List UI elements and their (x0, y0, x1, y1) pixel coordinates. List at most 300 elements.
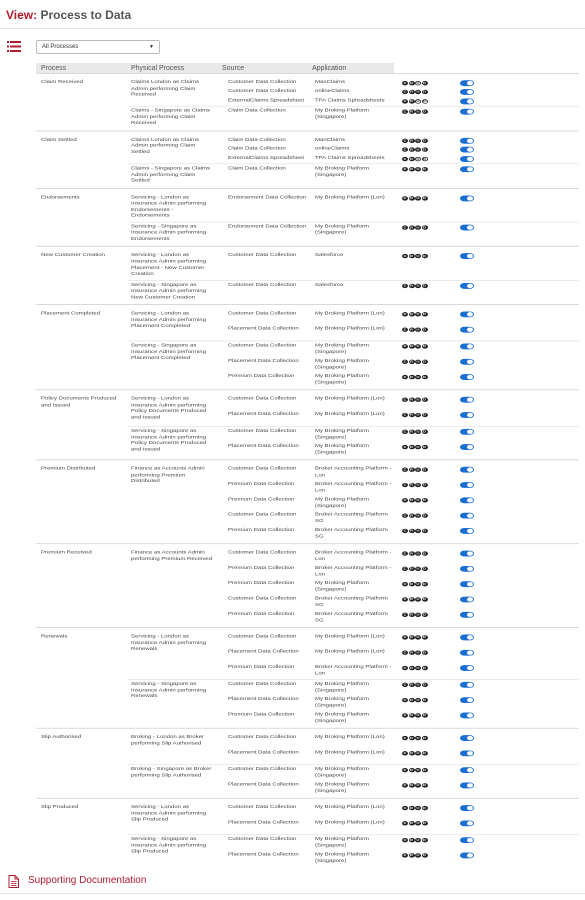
mapping-toggle[interactable] (460, 98, 474, 104)
crud-indicators (402, 359, 432, 365)
mapping-toggle[interactable] (460, 374, 474, 380)
physical-process: Claims London as Claims Admin performing Claim Received (131, 80, 200, 98)
col-application: Application (312, 65, 347, 72)
crud-indicators (402, 853, 432, 859)
crud-d-icon: D (423, 375, 426, 379)
crud-r-icon: R (410, 498, 413, 502)
crud-d-icon: D (423, 147, 426, 152)
crud-indicators (402, 109, 432, 115)
mapping-toggle[interactable] (460, 253, 474, 259)
sub-divider (128, 341, 579, 342)
source-cell: Claim Data Collection (228, 137, 286, 143)
crud-indicators (402, 429, 432, 435)
mapping-toggle[interactable] (460, 412, 474, 418)
crud-u-icon: U (416, 467, 420, 472)
source-cell: Customer Data Collection (228, 735, 297, 740)
col-process: Process (41, 65, 67, 72)
crud-c-icon: C (403, 736, 407, 740)
col-physical: Physical Process (131, 65, 185, 72)
crud-d-icon: D (423, 167, 426, 171)
crud-u-icon: U (416, 582, 420, 586)
process-group (36, 543, 579, 627)
physical-process: Servicing - London as Insurance Admin performing Placement Completed (131, 311, 207, 329)
application-cell: My Broking Platform (Lon) (315, 634, 385, 640)
application-cell: My Broking Platform (Singapore) (315, 428, 370, 440)
process-group (36, 627, 579, 728)
application-cell: My Broking Platform (Singapore) (315, 497, 370, 509)
crud-indicators (402, 682, 432, 688)
application-cell: My Broking Platform (Singapore) (315, 581, 370, 593)
crud-c-icon: C (403, 635, 407, 640)
crud-c-icon: C (403, 783, 407, 788)
crud-indicators (402, 581, 432, 587)
crud-d-icon: D (423, 225, 426, 229)
mapping-toggle[interactable] (460, 467, 474, 473)
crud-d-icon: D (423, 751, 426, 755)
application-cell: My Broking Platform (Singapore) (315, 343, 370, 355)
mapping-toggle[interactable] (460, 498, 474, 504)
mapping-toggle[interactable] (460, 444, 474, 450)
crud-indicators (402, 821, 432, 827)
crud-d-icon: D (423, 138, 426, 143)
crud-d-icon: D (423, 156, 426, 161)
application-cell: Broker Accounting Platform SG (315, 512, 388, 524)
mapping-toggle[interactable] (460, 597, 474, 603)
application-cell: My Broking Platform (Singapore) (315, 444, 370, 455)
mapping-toggle[interactable] (460, 147, 474, 153)
mapping-toggle[interactable] (460, 166, 474, 172)
crud-r-icon: R (410, 312, 413, 316)
crud-r-icon: R (410, 254, 413, 258)
crud-d-icon: D (423, 582, 426, 586)
crud-indicators (402, 467, 432, 473)
process-group (36, 460, 579, 544)
crud-u-icon: U (416, 597, 420, 602)
crud-r-icon: R (410, 138, 413, 143)
application-cell: onlineClaims (315, 146, 350, 152)
crud-indicators (402, 566, 432, 572)
crud-u-icon: U (416, 736, 420, 740)
crud-d-icon: D (423, 445, 426, 449)
crud-r-icon: R (410, 713, 413, 718)
page-header (6, 8, 131, 22)
mapping-toggle[interactable] (460, 713, 474, 719)
crud-u-icon: U (416, 109, 420, 114)
source-cell: Premium Data Collection (228, 612, 295, 617)
source-cell: Placement Data Collection (228, 852, 299, 858)
crud-u-icon: U (416, 429, 420, 434)
crud-u-icon: U (416, 225, 420, 229)
crud-c-icon: C (403, 99, 407, 103)
source-cell: Placement Data Collection (228, 444, 299, 449)
crud-d-icon: D (423, 482, 426, 487)
crud-c-icon: C (403, 566, 407, 571)
source-cell: Customer Data Collection (228, 428, 297, 434)
crud-indicators (402, 498, 432, 504)
crud-u-icon: U (416, 612, 420, 617)
physical-process: Servicing - London as Insurance Admin performing Placement - New Customer Creation (131, 253, 207, 277)
crud-indicators (402, 195, 432, 201)
source-cell: Claim Data Collection (228, 166, 286, 171)
mapping-toggle[interactable] (460, 821, 474, 827)
mapping-toggle[interactable] (460, 327, 474, 333)
mapping-toggle[interactable] (460, 837, 474, 843)
physical-process: Broking - Singapore as Broker performing Slip Authorised (131, 767, 212, 779)
process-group (36, 390, 579, 460)
mapping-toggle[interactable] (460, 581, 474, 587)
application-cell: My Broking Platform (Lon) (315, 195, 385, 200)
mapping-toggle[interactable] (460, 109, 474, 115)
crud-c-icon: C (403, 412, 407, 417)
crud-c-icon: C (403, 665, 407, 670)
crud-r-icon: R (410, 90, 413, 94)
header-divider (0, 28, 585, 29)
mapping-toggle[interactable] (460, 551, 474, 557)
process-group (36, 798, 579, 868)
physical-process: Servicing - Singapore as Insurance Admin performing Endorsements (131, 224, 207, 242)
application-cell: My Broking Platform (Lon) (315, 820, 385, 825)
sub-divider (128, 679, 579, 680)
crud-u-icon: U (416, 375, 420, 379)
crud-c-icon: C (403, 90, 407, 94)
crud-u-icon: U (416, 806, 420, 810)
mapping-toggle[interactable] (460, 225, 474, 231)
crud-c-icon: C (403, 838, 407, 842)
crud-r-icon: R (410, 109, 413, 114)
application-cell: Broker Accounting Platform - Lon (315, 482, 392, 493)
crud-u-icon: U (416, 147, 420, 152)
crud-indicators (402, 597, 432, 603)
crud-d-icon: D (423, 397, 426, 402)
mapping-toggle[interactable] (460, 767, 474, 773)
crud-d-icon: D (423, 528, 426, 533)
source-cell: Placement Data Collection (228, 750, 299, 755)
crud-r-icon: R (410, 283, 413, 288)
physical-process: Finance as Accounts Admin performing Premium Distributed (131, 466, 205, 484)
sub-divider (128, 106, 579, 107)
crud-indicators (402, 482, 432, 488)
source-cell: ExternalClaims Spreadsheet (228, 98, 305, 103)
mapping-toggle[interactable] (460, 283, 474, 289)
process-name: Slip Authorised (41, 735, 82, 740)
crud-u-icon: U (416, 665, 420, 670)
application-cell: My Broking Platform (Singapore) (315, 852, 370, 864)
process-name: Placement Completed (41, 311, 101, 316)
crud-u-icon: U (416, 90, 420, 94)
crud-d-icon: D (423, 597, 426, 602)
crud-c-icon: C (403, 821, 407, 825)
crud-r-icon: R (410, 225, 413, 229)
physical-process: Claims London as Claims Admin performing Claim Settled (131, 137, 200, 155)
crud-d-icon: D (423, 551, 426, 556)
crud-u-icon: U (416, 528, 420, 533)
source-cell: Premium Data Collection (228, 566, 295, 571)
crud-indicators (402, 837, 432, 843)
list-menu-icon[interactable] (7, 41, 21, 52)
crud-r-icon: R (410, 768, 413, 772)
mapping-toggle[interactable] (460, 80, 474, 86)
crud-u-icon: U (416, 783, 420, 788)
crud-d-icon: D (423, 312, 426, 316)
mapping-toggle[interactable] (460, 429, 474, 435)
crud-r-icon: R (410, 412, 413, 417)
mapping-toggle[interactable] (460, 853, 474, 859)
process-name: Policy Documents Produced and Issued (41, 396, 117, 408)
process-group (36, 246, 579, 304)
crud-r-icon: R (410, 467, 413, 472)
crud-u-icon: U (416, 327, 420, 332)
crud-c-icon: C (403, 138, 407, 143)
application-cell: TPA Claims Spreadsheets (315, 98, 385, 103)
mapping-toggle[interactable] (460, 635, 474, 641)
sub-divider (128, 834, 579, 835)
process-name: Endorsements (41, 195, 80, 200)
mapping-toggle[interactable] (460, 482, 474, 488)
process-filter-select[interactable] (36, 40, 160, 54)
crud-indicators (402, 327, 432, 333)
mapping-toggle[interactable] (460, 650, 474, 656)
crud-indicators (402, 612, 432, 618)
mapping-toggle[interactable] (460, 566, 474, 572)
crud-indicators (402, 805, 432, 811)
table-header (36, 63, 394, 73)
mapping-toggle[interactable] (460, 697, 474, 703)
crud-c-icon: C (403, 254, 407, 258)
mapping-toggle[interactable] (460, 682, 474, 688)
source-cell: Placement Data Collection (228, 820, 299, 825)
crud-d-icon: D (423, 254, 426, 258)
mapping-toggle[interactable] (460, 359, 474, 365)
crud-u-icon: U (416, 768, 420, 772)
source-cell: Customer Data Collection (228, 89, 297, 94)
crud-d-icon: D (423, 498, 426, 502)
crud-u-icon: U (416, 713, 420, 718)
crud-c-icon: C (403, 397, 407, 402)
sub-divider (128, 426, 579, 427)
source-cell: Customer Data Collection (228, 311, 297, 316)
crud-u-icon: U (416, 81, 420, 85)
crud-u-icon: U (416, 635, 420, 640)
crud-d-icon: D (423, 283, 426, 288)
mapping-toggle[interactable] (460, 783, 474, 789)
process-name: New Customer Creation (41, 253, 106, 258)
crud-c-icon: C (403, 109, 407, 114)
crud-c-icon: C (403, 853, 407, 858)
crud-r-icon: R (410, 359, 413, 364)
crud-r-icon: R (410, 853, 413, 858)
crud-r-icon: R (410, 783, 413, 788)
physical-process: Servicing - Singapore as Insurance Admin performing New Customer Creation (131, 282, 207, 300)
mapping-toggle[interactable] (460, 751, 474, 757)
crud-c-icon: C (403, 713, 407, 718)
source-cell: Customer Data Collection (228, 596, 297, 602)
crud-u-icon: U (416, 283, 420, 288)
crud-r-icon: R (410, 698, 413, 702)
crud-u-icon: U (416, 682, 420, 687)
crud-u-icon: U (416, 412, 420, 417)
crud-indicators (402, 397, 432, 403)
crud-d-icon: D (423, 665, 426, 670)
crud-indicators (402, 225, 432, 231)
source-cell: Placement Data Collection (228, 326, 299, 332)
mapping-toggle[interactable] (460, 665, 474, 671)
crud-indicators (402, 253, 432, 259)
physical-process: Servicing - Singapore as Insurance Admin performing Slip Produced (131, 837, 207, 855)
mapping-toggle[interactable] (460, 89, 474, 95)
crud-r-icon: R (410, 551, 413, 556)
source-cell: Endorsement Data Collection (228, 224, 307, 229)
application-cell: My Broking Platform (Lon) (315, 396, 385, 402)
mapping-toggle[interactable] (460, 513, 474, 519)
crud-d-icon: D (423, 612, 426, 617)
physical-process: Servicing - London as Insurance Admin performing Policy Documents Produced and Issued (131, 396, 207, 421)
crud-indicators (402, 374, 432, 380)
source-cell: Premium Data Collection (228, 528, 295, 533)
mapping-toggle[interactable] (460, 138, 474, 144)
application-cell: My Broking Platform (Lon) (315, 735, 385, 740)
crud-u-icon: U (416, 344, 420, 349)
mapping-toggle[interactable] (460, 195, 474, 201)
crud-r-icon: R (410, 375, 413, 379)
crud-u-icon: U (416, 853, 420, 858)
mapping-toggle[interactable] (460, 397, 474, 403)
mapping-toggle[interactable] (460, 735, 474, 741)
crud-indicators (402, 444, 432, 450)
application-cell: My Broking Platform (Singapore) (315, 697, 370, 708)
crud-u-icon: U (416, 445, 420, 449)
crud-r-icon: R (410, 736, 413, 740)
source-cell: Customer Data Collection (228, 837, 297, 842)
crud-c-icon: C (403, 597, 407, 602)
source-cell: Customer Data Collection (228, 396, 297, 402)
crud-c-icon: C (403, 327, 407, 332)
sub-divider (128, 222, 579, 223)
application-cell: Salesforce (315, 282, 344, 288)
application-cell: My Broking Platform (Singapore) (315, 358, 370, 370)
crud-r-icon: R (410, 582, 413, 586)
source-cell: Premium Data Collection (228, 712, 295, 718)
crud-indicators (402, 528, 432, 534)
process-name: Renewals (41, 634, 68, 640)
crud-c-icon: C (403, 582, 407, 586)
mapping-toggle[interactable] (460, 344, 474, 350)
crud-r-icon: R (410, 167, 413, 171)
crud-d-icon: D (423, 90, 426, 94)
crud-c-icon: C (403, 467, 407, 472)
crud-indicators (402, 344, 432, 350)
application-cell: Broker Accounting Platform SG (315, 528, 388, 539)
source-cell: Premium Data Collection (228, 497, 295, 502)
application-cell: Broker Accounting Platform - Lon (315, 566, 392, 577)
crud-d-icon: D (423, 783, 426, 788)
process-name: Premium Distributed (41, 466, 96, 472)
mapping-toggle[interactable] (460, 612, 474, 618)
crud-u-icon: U (416, 482, 420, 487)
source-cell: Customer Data Collection (228, 634, 297, 640)
source-cell: Customer Data Collection (228, 80, 297, 85)
crud-d-icon: D (423, 513, 426, 518)
crud-d-icon: D (423, 412, 426, 417)
crud-indicators (402, 283, 432, 289)
crud-r-icon: R (410, 838, 413, 842)
crud-u-icon: U (416, 751, 420, 755)
sub-divider (128, 280, 579, 281)
crud-c-icon: C (403, 751, 407, 755)
page-title: Process to Data (40, 8, 132, 22)
physical-process: Servicing - London as Insurance Admin performing Renewals (131, 634, 207, 652)
crud-indicators (402, 665, 432, 671)
crud-c-icon: C (403, 147, 407, 152)
crud-u-icon: U (416, 167, 420, 171)
crud-d-icon: D (423, 99, 426, 103)
mapping-toggle[interactable] (460, 312, 474, 318)
crud-d-icon: D (423, 195, 426, 200)
physical-process: Claims - Singapore as Claims Admin performing Claim Received (131, 108, 211, 126)
mapping-toggle[interactable] (460, 528, 474, 534)
crud-c-icon: C (403, 698, 407, 702)
application-cell: My Broking Platform (Lon) (315, 326, 385, 332)
crud-d-icon: D (423, 359, 426, 364)
crud-r-icon: R (410, 482, 413, 487)
crud-c-icon: C (403, 445, 407, 449)
crud-c-icon: C (403, 650, 407, 655)
application-cell: My Broking Platform (Singapore) (315, 108, 370, 120)
crud-c-icon: C (403, 498, 407, 502)
crud-indicators (402, 635, 432, 641)
crud-d-icon: D (423, 650, 426, 655)
crud-r-icon: R (410, 513, 413, 518)
mapping-toggle[interactable] (460, 805, 474, 811)
physical-process: Claims - Singapore as Claims Admin performing Claim Settled (131, 166, 211, 184)
chevron-down-icon: ▼ (149, 44, 154, 50)
crud-r-icon: R (410, 612, 413, 617)
crud-c-icon: C (403, 359, 407, 364)
source-cell: Customer Data Collection (228, 253, 297, 258)
crud-indicators (402, 513, 432, 519)
process-group (36, 304, 579, 389)
crud-indicators (402, 697, 432, 703)
source-cell: Claim Data Collection (228, 108, 286, 114)
mapping-toggle[interactable] (460, 156, 474, 162)
crud-indicators (402, 138, 432, 144)
crud-d-icon: D (423, 566, 426, 571)
crud-c-icon: C (403, 167, 407, 171)
crud-indicators (402, 312, 432, 318)
application-cell: My Broking Platform (Lon) (315, 649, 385, 655)
view-label: View: (6, 8, 38, 22)
crud-r-icon: R (410, 597, 413, 602)
source-cell: Customer Data Collection (228, 682, 297, 687)
source-cell: Placement Data Collection (228, 782, 299, 788)
application-cell: My Broking Platform (Singapore) (315, 374, 370, 385)
col-source: Source (222, 65, 245, 72)
crud-r-icon: R (410, 528, 413, 533)
crud-d-icon: D (423, 768, 426, 772)
crud-u-icon: U (416, 254, 420, 258)
crud-r-icon: R (410, 806, 413, 810)
crud-r-icon: R (410, 344, 413, 349)
crud-indicators (402, 650, 432, 656)
crud-d-icon: D (423, 429, 426, 434)
crud-c-icon: C (403, 528, 407, 533)
crud-indicators (402, 767, 432, 773)
crud-r-icon: R (410, 650, 413, 655)
crud-r-icon: R (410, 682, 413, 687)
crud-d-icon: D (423, 327, 426, 332)
crud-c-icon: C (403, 225, 407, 229)
source-cell: Customer Data Collection (228, 550, 297, 556)
application-cell: My Broking Platform (Lon) (315, 311, 385, 316)
